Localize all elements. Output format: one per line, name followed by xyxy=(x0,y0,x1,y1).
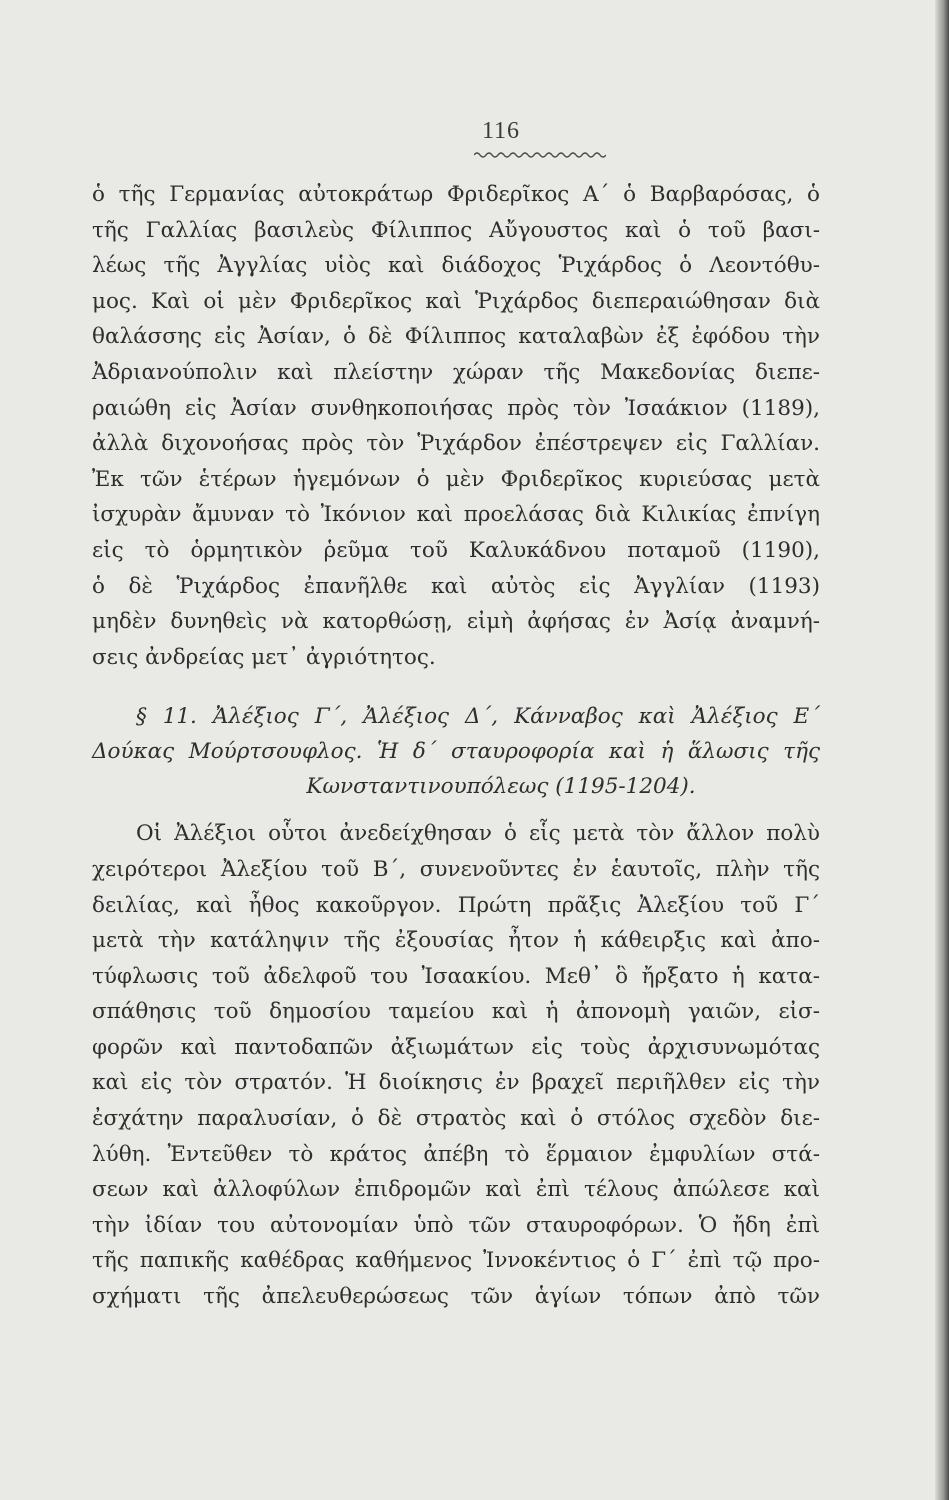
text-line: σχήματι τῆς ἀπελευθερώσεως τῶν ἁγίων τόπων ἀπὸ τῶν xyxy=(92,1284,820,1310)
text-line: Ἐκ τῶν ἑτέρων ἡγεμόνων ὁ μὲν Φριδερῖκος κυριεύσας μετὰ xyxy=(92,466,820,492)
text-line: σεων καὶ ἀλλοφύλων ἐπιδρομῶν καὶ ἐπὶ τέλους ἀπώλεσε καὶ xyxy=(92,1177,820,1203)
heading-line: Δούκας Μούρτσουφλος. Ἡ δ΄ σταυροφορία καὶ ἡ ἅλωσις τῆς xyxy=(92,739,820,765)
text-line: τῆς Γαλλίας βασιλεὺς Φίλιππος Αὔγουστος καὶ ὁ τοῦ βασι- xyxy=(92,217,820,243)
text-line: λέως τῆς Ἀγγλίας υἱὸς καὶ διάδοχος Ῥιχάρδος ὁ Λεοντόθυ- xyxy=(92,253,820,279)
paragraph-2 xyxy=(92,816,820,1314)
text-line: δειλίας, καὶ ἦθος κακοῦργον. Πρώτη πρᾶξις Ἀλεξίου τοῦ Γ΄ xyxy=(92,892,820,918)
text-line: ἀλλὰ διχονοήσας πρὸς τὸν Ῥιχάρδον ἐπέστρεψεν εἰς Γαλλίαν. xyxy=(92,431,820,457)
page-edge xyxy=(935,0,949,1500)
text-line: σεις ἀνδρείας μετ᾽ ἀγριότητος. xyxy=(92,644,436,670)
text-line: θαλάσσης εἰς Ἀσίαν, ὁ δὲ Φίλιππος καταλαβὼν ἐξ ἐφόδου τὴν xyxy=(92,324,820,350)
text-line: ραιώθη εἰς Ἀσίαν συνθηκοποιήσας πρὸς τὸν Ἰσαάκιον (1189), xyxy=(92,395,820,421)
text-line: Οἱ Ἀλέξιοι οὗτοι ἀνεδείχθησαν ὁ εἷς μετὰ τὸν ἄλλον πολὺ xyxy=(136,821,820,847)
text-line: ὁ τῆς Γερμανίας αὐτοκράτωρ Φριδερῖκος Α΄ ὁ Βαρβαρόσας, ὁ xyxy=(92,182,820,207)
text-line: Ἀδριανούπολιν καὶ πλείστην χώραν τῆς Μακεδονίας διεπε- xyxy=(92,359,820,385)
text-line: τὴν ἰδίαν του αὐτονομίαν ὑπὸ τῶν σταυροφόρων. Ὁ ἤδη ἐπὶ xyxy=(92,1212,820,1238)
text-line: μετὰ τὴν κατάληψιν τῆς ἐξουσίας ἦτον ἡ κάθειρξις καὶ ἀπο- xyxy=(92,928,820,954)
text-line: φορῶν καὶ παντοδαπῶν ἀξιωμάτων εἰς τοὺς ἀρχισυνωμότας xyxy=(92,1034,820,1060)
section-heading xyxy=(92,699,820,804)
heading-line: § 11. Ἀλέξιος Γ΄, Ἀλέξιος Δ΄, Κάνναβος καὶ Ἀλέξιος Ε΄ xyxy=(136,704,820,730)
page-number: 116 xyxy=(481,118,521,144)
text-line: ἐσχάτην παραλυσίαν, ὁ δὲ στρατὸς καὶ ὁ στόλος σχεδὸν διε- xyxy=(92,1106,820,1132)
ornament-rule xyxy=(474,151,606,159)
heading-line: Κωνσταντινουπόλεως (1195-1204). xyxy=(306,774,696,800)
text-line: σπάθησις τοῦ δημοσίου ταμείου καὶ ἡ ἀπονομὴ γαιῶν, εἰσ- xyxy=(92,999,820,1025)
text-line: λύθη. Ἐντεῦθεν τὸ κράτος ἀπέβη τὸ ἕρμαιον ἐμφυλίων στά- xyxy=(92,1141,820,1167)
book-page xyxy=(92,118,820,1315)
text-line: τῆς παπικῆς καθέδρας καθήμενος Ἰννοκέντιος ὁ Γ΄ ἐπὶ τῷ προ- xyxy=(92,1248,820,1274)
text-line: μηδὲν δυνηθεὶς νὰ κατορθώσῃ, εἰμὴ ἀφήσας ἐν Ἀσίᾳ ἀναμνή- xyxy=(92,609,820,635)
text-line: ὁ δὲ Ῥιχάρδος ἐπανῆλθε καὶ αὐτὸς εἰς Ἀγγλίαν (1193) xyxy=(92,573,820,599)
text-line: εἰς τὸ ὁρμητικὸν ῥεῦμα τοῦ Καλυκάδνου ποταμοῦ (1190), xyxy=(92,537,820,563)
text-line: μος. Καὶ οἱ μὲν Φριδερῖκος καὶ Ῥιχάρδος διεπεραιώθησαν διὰ xyxy=(92,288,820,314)
text-line: τύφλωσις τοῦ ἀδελφοῦ του Ἰσαακίου. Μεθ᾽ ὃ ἤρξατο ἡ κατα- xyxy=(92,963,820,989)
text-line: καὶ εἰς τὸν στρατόν. Ἡ διοίκησις ἐν βραχεῖ περιῆλθεν εἰς τὴν xyxy=(92,1070,820,1096)
paragraph-1 xyxy=(92,177,820,675)
text-line: ἰσχυρὰν ἄμυναν τὸ Ἰκόνιον καὶ προελάσας διὰ Κιλικίας ἐπνίγη xyxy=(92,502,820,528)
text-line: χειρότεροι Ἀλεξίου τοῦ Β΄, συνενοῦντες ἐν ἑαυτοῖς, πλὴν τῆς xyxy=(92,856,820,882)
